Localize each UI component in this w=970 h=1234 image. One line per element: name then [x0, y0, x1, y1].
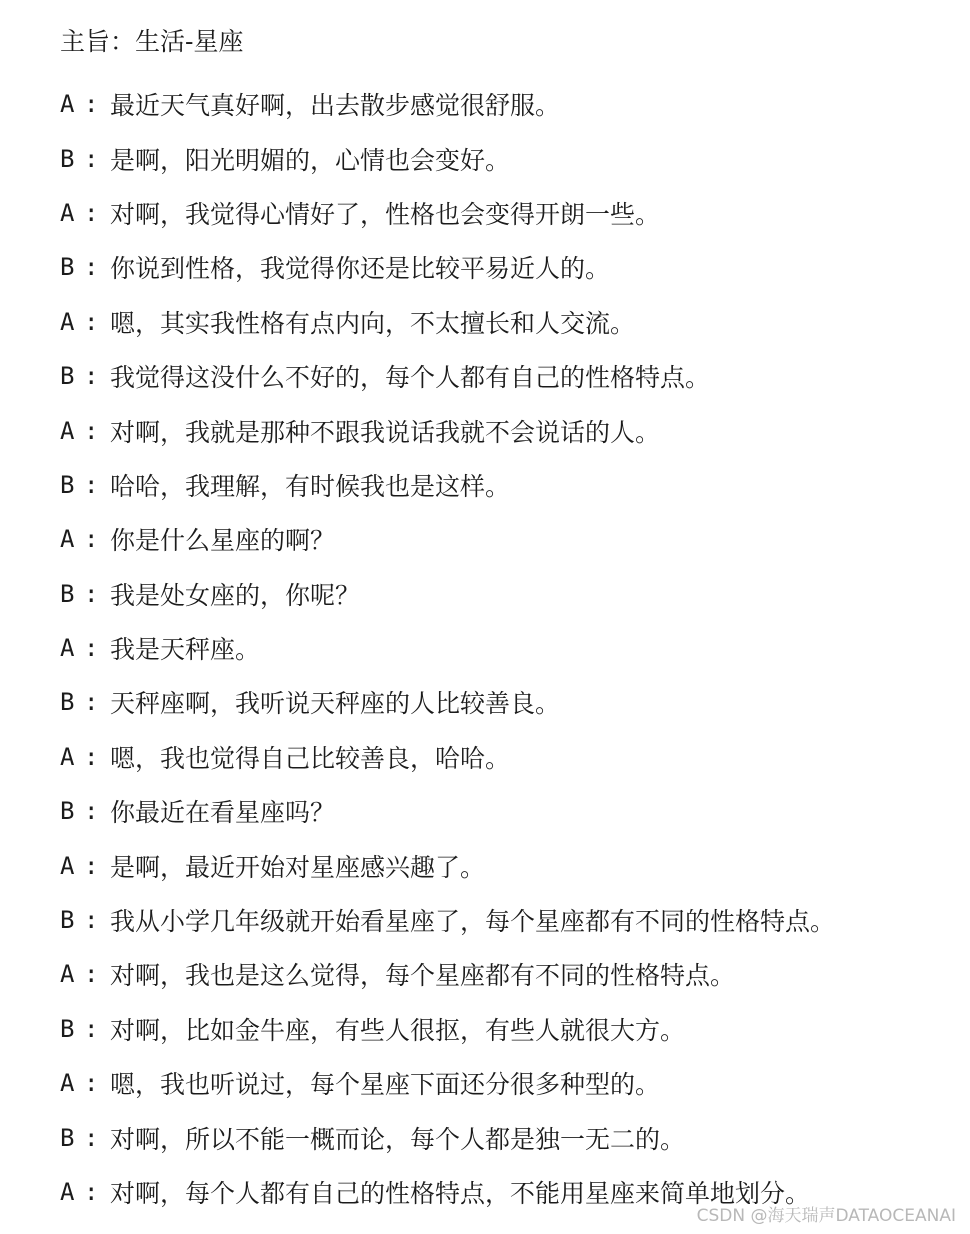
dialogue-text: 对啊，比如金牛座，有些人很抠，有些人就很大方。 — [110, 1015, 686, 1045]
speaker-name: A — [60, 742, 75, 771]
speaker-separator: : — [84, 688, 99, 717]
dialogue-text: 你说到性格，我觉得你还是比较平易近人的。 — [110, 254, 611, 284]
dialogue-text: 是啊，阳光明媚的，心情也会变好。 — [110, 145, 511, 175]
dialogue-line — [60, 240, 835, 294]
speaker-name: B — [60, 1014, 75, 1043]
speaker-separator: : — [84, 906, 99, 935]
dialogue-line — [60, 621, 835, 675]
topic-title: 主旨：生活-星座 — [60, 27, 244, 56]
speaker-separator: : — [84, 579, 99, 608]
speaker-separator: : — [84, 253, 99, 282]
speaker-label — [60, 145, 110, 173]
speaker-name: A — [60, 1178, 75, 1206]
speaker-label — [60, 1015, 110, 1043]
speaker-label — [60, 253, 110, 281]
speaker-label — [60, 199, 110, 227]
dialogue-line — [60, 675, 835, 729]
speaker-name: B — [60, 906, 75, 935]
dialogue-line — [60, 784, 835, 838]
speaker-separator: : — [84, 90, 99, 119]
dialogue-line — [60, 131, 835, 185]
speaker-separator: : — [84, 525, 99, 554]
speaker-name: A — [60, 1069, 75, 1098]
dialogue-line — [60, 893, 835, 947]
speaker-separator: : — [84, 1178, 99, 1206]
speaker-name: A — [60, 307, 75, 336]
speaker-name: A — [60, 198, 75, 227]
dialogue-text: 最近天气真好啊，出去散步感觉很舒服。 — [110, 91, 561, 121]
speaker-separator: : — [84, 416, 99, 445]
dialogue-text: 你最近在看星座吗？ — [110, 798, 336, 828]
dialogue-text: 嗯，我也听说过，每个星座下面还分很多种型的。 — [110, 1070, 661, 1100]
speaker-separator: : — [84, 144, 99, 173]
dialogue-text: 对啊，我就是那种不跟我说话我就不会说话的人。 — [110, 417, 661, 447]
speaker-label — [60, 797, 110, 825]
speaker-label — [60, 308, 110, 336]
watermark: CSDN @海天瑞声DATAOCEANAI — [696, 1206, 956, 1226]
speaker-name: A — [60, 960, 75, 989]
speaker-label — [60, 960, 110, 988]
dialogue-text: 是啊，最近开始对星座感兴趣了。 — [110, 852, 486, 882]
dialogue-text: 天秤座啊，我听说天秤座的人比较善良。 — [110, 689, 561, 719]
dialogue-text: 我是处女座的，你呢？ — [110, 580, 361, 610]
speaker-separator: : — [84, 851, 99, 880]
speaker-name: A — [60, 416, 75, 445]
speaker-label — [60, 471, 110, 499]
dialogue-text: 哈哈，我理解，有时候我也是这样。 — [110, 471, 511, 501]
dialogue-text: 你是什么星座的啊？ — [110, 526, 336, 556]
speaker-name: B — [60, 253, 75, 282]
speaker-separator: : — [84, 1123, 99, 1152]
speaker-label — [60, 417, 110, 445]
speaker-separator: : — [84, 307, 99, 336]
speaker-separator: : — [84, 797, 99, 826]
speaker-label — [60, 906, 110, 934]
dialogue-line — [60, 349, 835, 403]
speaker-label — [60, 852, 110, 880]
speaker-separator: : — [84, 1014, 99, 1043]
dialogue-line — [60, 1110, 835, 1164]
speaker-name: A — [60, 634, 75, 663]
dialogue-text: 我是天秤座。 — [110, 635, 261, 665]
speaker-label — [60, 743, 110, 771]
speaker-name: B — [60, 688, 75, 717]
speaker-name: B — [60, 797, 75, 826]
speaker-separator: : — [84, 1069, 99, 1098]
speaker-label — [60, 688, 110, 716]
dialogue-line — [60, 77, 835, 131]
dialogue-line — [60, 567, 835, 621]
speaker-separator: : — [84, 742, 99, 771]
speaker-name: A — [60, 851, 75, 880]
speaker-label — [60, 525, 110, 553]
speaker-name: B — [60, 362, 75, 391]
dialogue-line — [60, 1002, 835, 1056]
dialogue-list — [60, 77, 835, 1219]
speaker-label — [60, 1124, 110, 1152]
dialogue-line — [60, 458, 835, 512]
dialogue-line — [60, 186, 835, 240]
dialogue-text: 对啊，我也是这么觉得，每个星座都有不同的性格特点。 — [110, 961, 736, 991]
speaker-separator: : — [84, 470, 99, 499]
speaker-separator: : — [84, 634, 99, 663]
speaker-name: A — [60, 90, 75, 119]
speaker-label — [60, 362, 110, 390]
dialogue-line — [60, 295, 835, 349]
dialogue-line — [60, 512, 835, 566]
dialogue-line — [60, 838, 835, 892]
dialogue-text: 对啊，每个人都有自己的性格特点，不能用星座来简单地划分。 — [110, 1179, 811, 1208]
speaker-label — [60, 634, 110, 662]
speaker-name: B — [60, 579, 75, 608]
dialogue-text: 我从小学几年级就开始看星座了，每个星座都有不同的性格特点。 — [110, 907, 836, 937]
dialogue-text: 嗯，我也觉得自己比较善良，哈哈。 — [110, 743, 511, 773]
speaker-label — [60, 90, 110, 118]
dialogue-text: 嗯，其实我性格有点内向，不太擅长和人交流。 — [110, 308, 636, 338]
dialogue-text: 我觉得这没什么不好的，每个人都有自己的性格特点。 — [110, 363, 711, 393]
speaker-name: B — [60, 1123, 75, 1152]
dialogue-text: 对啊，所以不能一概而论，每个人都是独一无二的。 — [110, 1124, 686, 1154]
speaker-name: B — [60, 144, 75, 173]
speaker-label — [60, 1069, 110, 1097]
speaker-separator: : — [84, 362, 99, 391]
dialogue-line — [60, 1056, 835, 1110]
speaker-label — [60, 580, 110, 608]
speaker-name: B — [60, 470, 75, 499]
dialogue-text: 对啊，我觉得心情好了，性格也会变得开朗一些。 — [110, 199, 661, 229]
dialogue-line — [60, 730, 835, 784]
speaker-name: A — [60, 525, 75, 554]
speaker-label — [60, 1178, 110, 1206]
dialogue-line — [60, 947, 835, 1001]
speaker-separator: : — [84, 198, 99, 227]
speaker-separator: : — [84, 960, 99, 989]
dialogue-line — [60, 403, 835, 457]
